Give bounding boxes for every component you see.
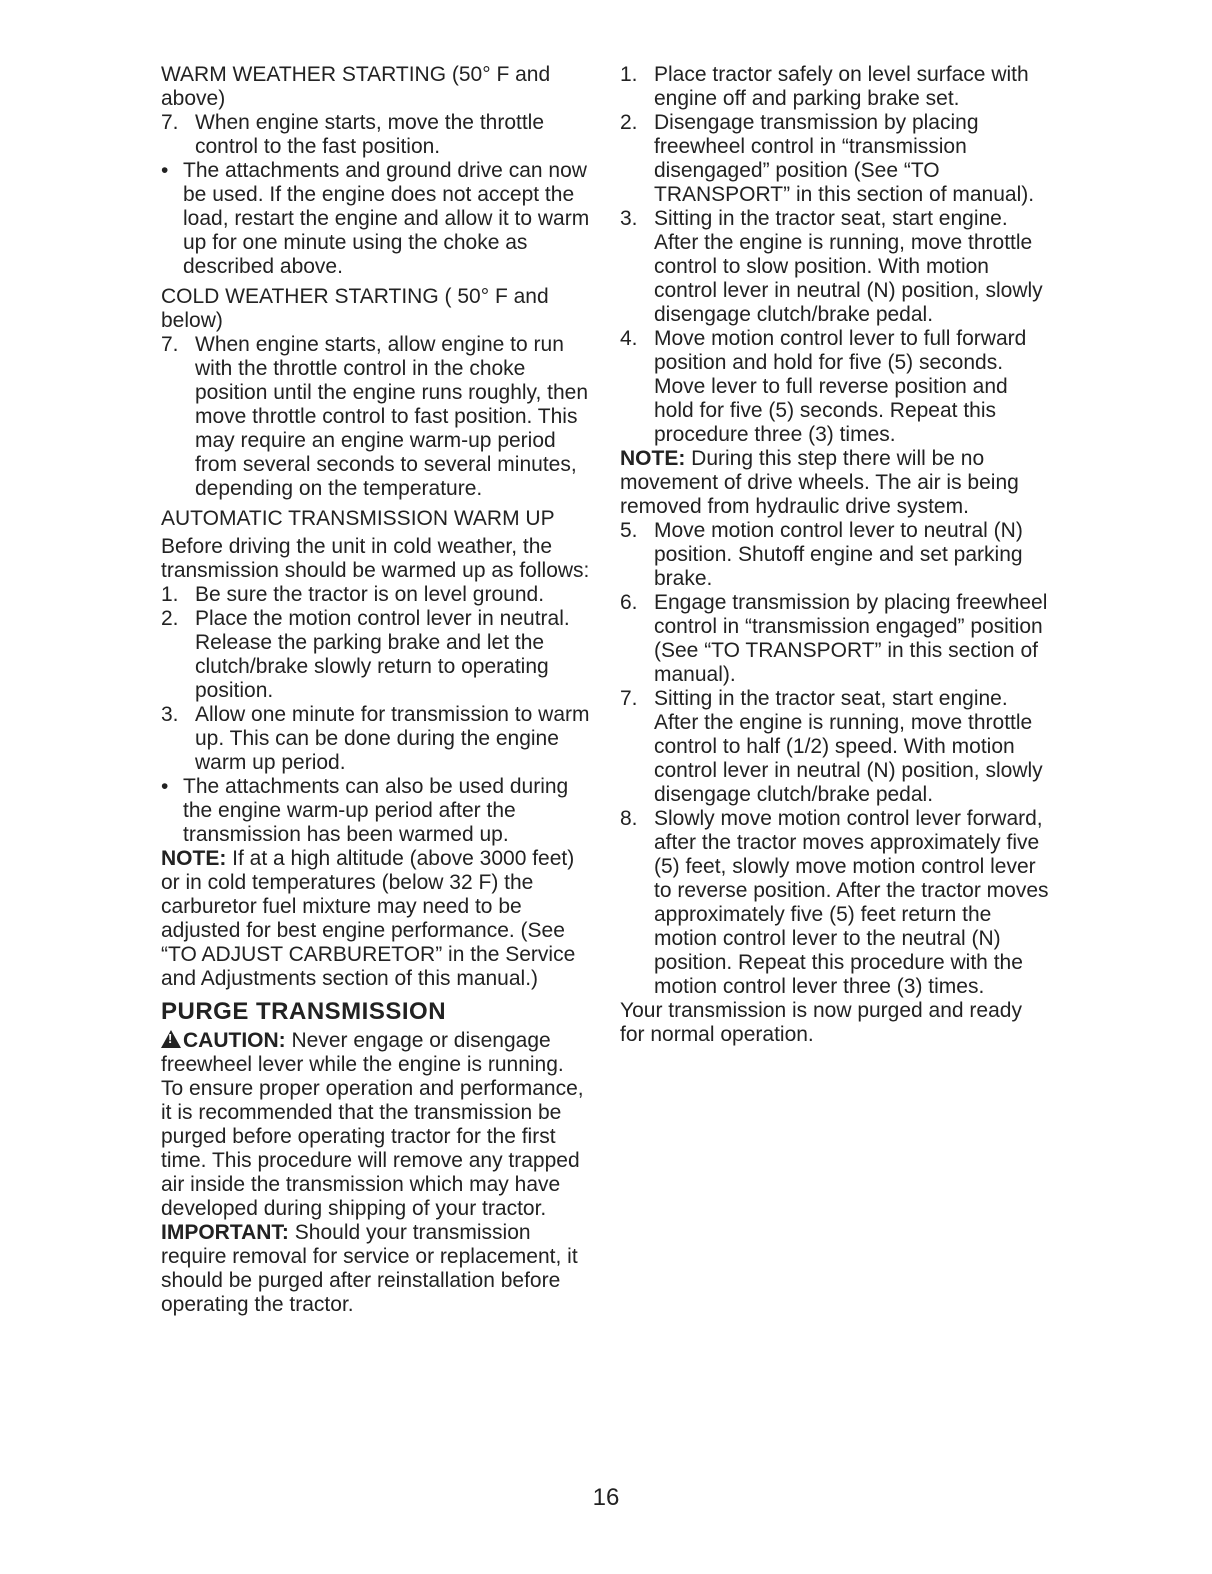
auto-transmission-bullet: • The attachments can also be used during the engine warm-up period after the transmission has been warmed up. bbox=[161, 775, 569, 846]
bullet-icon: • bbox=[161, 775, 169, 798]
bullet-icon: • bbox=[161, 159, 169, 182]
list-item: 7. Sitting in the tractor seat, start engine. After the engine is running, move throttle control to half (1/2) speed. With motion control lever in neutral (N) position, slowly disengage clutch/brake pedal. bbox=[620, 687, 1043, 806]
list-item: 5. Move motion control lever to neutral (N) position. Shutoff engine and set parking brake. bbox=[620, 519, 1023, 590]
caution-note: !CAUTION: Never engage or disengage freewheel lever while the engine is running. bbox=[161, 1029, 593, 1077]
purge-section bbox=[161, 997, 593, 1317]
list-item: 1. Place tractor safely on level surface with engine off and parking brake set. bbox=[620, 63, 1029, 110]
warm-weather-section bbox=[161, 63, 593, 279]
warning-icon bbox=[161, 1030, 181, 1048]
hydraulic-note: NOTE: During this step there will be no movement of drive wheels. The air is being removed from hydraulic drive system. bbox=[620, 447, 1019, 518]
cold-weather-section bbox=[161, 285, 593, 501]
warm-weather-step: 7. When engine starts, move the throttle control to the fast position. bbox=[161, 111, 545, 158]
list-item: 4. Move motion control lever to full forward position and hold for five (5) seconds. Move lever to full reverse position and hold for five (5) seconds. Repeat this procedure three (3) times. bbox=[620, 327, 1027, 446]
cold-weather-step: 7. When engine starts, allow engine to run with the throttle control in the choke position until the engine runs roughly, then move throttle control to fast position. This may require an engine warm-up period from several seconds to several minutes, depending on the temperature. bbox=[161, 333, 589, 500]
auto-transmission-heading: AUTOMATIC TRANSMISSION WARM UP bbox=[161, 507, 555, 530]
auto-transmission-section bbox=[161, 507, 593, 991]
list-item: 2. Disengage transmission by placing freewheel control in “transmission disengaged” position (See “TO TRANSPORT” in this section of manual). bbox=[620, 111, 1035, 206]
left-column bbox=[161, 63, 593, 1317]
carburetor-note: NOTE: If at a high altitude (above 3000 feet) or in cold temperatures (below 32 F) the carburetor fuel mixture may need to be adjusted for best engine performance. (See “TO ADJUST CARBURETOR” in the Service and Adjustments section of this manual.) bbox=[161, 847, 576, 990]
list-item: 3. Sitting in the tractor seat, start engine. After the engine is running, move throttle control to slow position. With motion control lever in neutral (N) position, slowly disengage clutch/brake pedal. bbox=[620, 207, 1043, 326]
purge-heading: PURGE TRANSMISSION bbox=[161, 998, 447, 1025]
list-item: 3. Allow one minute for transmission to warm up. This can be done during the engine warm up period. bbox=[161, 703, 590, 774]
purge-intro: To ensure proper operation and performance, it is recommended that the transmission be purged before operating tractor for the first time. This procedure will remove any trapped air inside the transmission which may have developed during shipping of your tractor. bbox=[161, 1077, 584, 1220]
closing-text: Your transmission is now purged and ready for normal operation. bbox=[620, 999, 1022, 1046]
warm-weather-heading: WARM WEATHER STARTING (50° F and above) bbox=[161, 63, 551, 110]
right-column bbox=[620, 63, 1052, 1047]
list-item: 2. Place the motion control lever in neutral. Release the parking brake and let the clutch/brake slowly return to operating position. bbox=[161, 607, 570, 702]
important-note: IMPORTANT: Should your transmission require removal for service or replacement, it should be purged after reinstallation before operating the tractor. bbox=[161, 1221, 578, 1316]
warm-weather-bullet: • The attachments and ground drive can now be used. If the engine does not accept the load, restart the engine and allow it to warm up for one minute using the choke as described above. bbox=[161, 159, 590, 278]
list-item: 6. Engage transmission by placing freewheel control in “transmission engaged” position (See “TO TRANSPORT” in this section of manual). bbox=[620, 591, 1048, 686]
auto-transmission-intro: Before driving the unit in cold weather, the transmission should be warmed up as follows: bbox=[161, 535, 590, 582]
list-item: 1. Be sure the tractor is on level ground. bbox=[161, 583, 545, 606]
page-number: 16 bbox=[592, 1484, 620, 1511]
cold-weather-heading: COLD WEATHER STARTING ( 50° F and below) bbox=[161, 285, 549, 332]
list-item: 8. Slowly move motion control lever forward, after the tractor moves approximately five (5) feet, slowly move motion control lever to reverse position. After the tractor moves approximately five (5) feet return the motion control lever to the neutral (N) position. Repeat this procedure with the motion control lever three (3) times. bbox=[620, 807, 1049, 998]
